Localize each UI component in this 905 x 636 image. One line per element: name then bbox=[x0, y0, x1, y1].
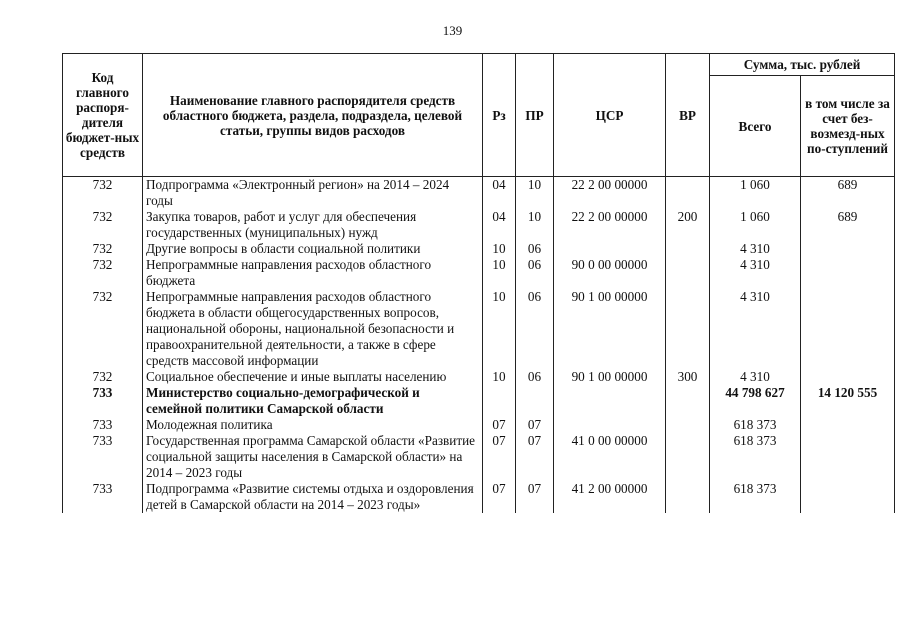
cell-vr bbox=[666, 481, 710, 513]
cell-vr bbox=[666, 289, 710, 369]
cell-csr bbox=[554, 385, 666, 417]
cell-name: Непрограммные направления расходов областного бюджета bbox=[143, 257, 483, 289]
cell-rz: 10 bbox=[483, 257, 516, 289]
cell-pr: 10 bbox=[516, 209, 554, 241]
cell-name: Подпрограмма «Развитие системы отдыха и оздоровления детей в Самарской области на 2014 – 2023 годы» bbox=[143, 481, 483, 513]
cell-code: 733 bbox=[63, 481, 143, 513]
header-total: Всего bbox=[710, 76, 801, 177]
table-row bbox=[63, 177, 895, 210]
cell-rz: 10 bbox=[483, 241, 516, 257]
cell-incl: 689 bbox=[801, 177, 895, 210]
cell-total: 618 373 bbox=[710, 417, 801, 433]
budget-table bbox=[62, 53, 895, 513]
cell-pr: 07 bbox=[516, 433, 554, 481]
cell-name: Социальное обеспечение и иные выплаты населению bbox=[143, 369, 483, 385]
cell-rz: 04 bbox=[483, 209, 516, 241]
cell-csr bbox=[554, 241, 666, 257]
cell-pr bbox=[516, 385, 554, 417]
cell-total: 4 310 bbox=[710, 257, 801, 289]
cell-incl bbox=[801, 257, 895, 289]
cell-incl bbox=[801, 417, 895, 433]
header-incl: в том числе за счет без-возмезд-ных по-ступлений bbox=[801, 76, 895, 177]
cell-incl bbox=[801, 369, 895, 385]
cell-pr: 06 bbox=[516, 289, 554, 369]
cell-csr: 22 2 00 00000 bbox=[554, 209, 666, 241]
header-name: Наименование главного распорядителя средств областного бюджета, раздела, подраздела, целевой статьи, группы видов расходов bbox=[143, 54, 483, 177]
table-row bbox=[63, 241, 895, 257]
table-row bbox=[63, 209, 895, 241]
cell-csr: 41 0 00 00000 bbox=[554, 433, 666, 481]
table-row bbox=[63, 289, 895, 369]
cell-csr bbox=[554, 417, 666, 433]
cell-name: Подпрограмма «Электронный регион» на 2014 – 2024 годы bbox=[143, 177, 483, 210]
table-row bbox=[63, 433, 895, 481]
cell-vr: 300 bbox=[666, 369, 710, 385]
cell-name: Государственная программа Самарской области «Развитие социальной защиты населения в Самарской области» на 2014 – 2023 годы bbox=[143, 433, 483, 481]
cell-rz: 07 bbox=[483, 433, 516, 481]
cell-name: Молодежная политика bbox=[143, 417, 483, 433]
cell-incl: 689 bbox=[801, 209, 895, 241]
cell-vr bbox=[666, 177, 710, 210]
cell-code: 733 bbox=[63, 417, 143, 433]
table-row bbox=[63, 369, 895, 385]
cell-total: 618 373 bbox=[710, 433, 801, 481]
header-code: Код главного распоря-дителя бюджет-ных средств bbox=[63, 54, 143, 177]
cell-code: 732 bbox=[63, 369, 143, 385]
cell-total: 44 798 627 bbox=[710, 385, 801, 417]
cell-rz: 10 bbox=[483, 289, 516, 369]
cell-rz: 07 bbox=[483, 417, 516, 433]
cell-name: Непрограммные направления расходов областного бюджета в области общегосударственных вопросов, национальной обороны, национальной безопасности и правоохранительной деятельности, а также в сфере средств массовой информации bbox=[143, 289, 483, 369]
header-vr: ВР bbox=[666, 54, 710, 177]
header-sum-group: Сумма, тыс. рублей bbox=[710, 54, 895, 76]
cell-incl: 14 120 555 bbox=[801, 385, 895, 417]
cell-csr: 22 2 00 00000 bbox=[554, 177, 666, 210]
cell-incl bbox=[801, 241, 895, 257]
cell-total: 4 310 bbox=[710, 241, 801, 257]
cell-code: 732 bbox=[63, 177, 143, 210]
cell-incl bbox=[801, 289, 895, 369]
cell-code: 733 bbox=[63, 385, 143, 417]
cell-name: Другие вопросы в области социальной политики bbox=[143, 241, 483, 257]
cell-vr bbox=[666, 257, 710, 289]
header-csr: ЦСР bbox=[554, 54, 666, 177]
cell-total: 618 373 bbox=[710, 481, 801, 513]
cell-pr: 06 bbox=[516, 369, 554, 385]
cell-rz: 10 bbox=[483, 369, 516, 385]
cell-pr: 10 bbox=[516, 177, 554, 210]
cell-rz: 07 bbox=[483, 481, 516, 513]
cell-pr: 06 bbox=[516, 241, 554, 257]
cell-total: 4 310 bbox=[710, 289, 801, 369]
cell-code: 732 bbox=[63, 289, 143, 369]
table-row bbox=[63, 257, 895, 289]
table-row bbox=[63, 385, 895, 417]
header-pr: ПР bbox=[516, 54, 554, 177]
cell-rz bbox=[483, 385, 516, 417]
cell-name: Закупка товаров, работ и услуг для обеспечения государственных (муниципальных) нужд bbox=[143, 209, 483, 241]
page-number: 139 bbox=[442, 23, 463, 38]
cell-total: 1 060 bbox=[710, 209, 801, 241]
cell-csr: 90 0 00 00000 bbox=[554, 257, 666, 289]
cell-name: Министерство социально-демографической и семейной политики Самарской области bbox=[143, 385, 483, 417]
cell-csr: 90 1 00 00000 bbox=[554, 289, 666, 369]
cell-pr: 07 bbox=[516, 417, 554, 433]
cell-incl bbox=[801, 481, 895, 513]
cell-code: 732 bbox=[63, 257, 143, 289]
cell-vr bbox=[666, 241, 710, 257]
cell-vr bbox=[666, 417, 710, 433]
cell-pr: 06 bbox=[516, 257, 554, 289]
cell-total: 1 060 bbox=[710, 177, 801, 210]
cell-code: 732 bbox=[63, 209, 143, 241]
cell-code: 732 bbox=[63, 241, 143, 257]
cell-csr: 41 2 00 00000 bbox=[554, 481, 666, 513]
table-row bbox=[63, 481, 895, 513]
cell-vr: 200 bbox=[666, 209, 710, 241]
cell-csr: 90 1 00 00000 bbox=[554, 369, 666, 385]
cell-total: 4 310 bbox=[710, 369, 801, 385]
cell-vr bbox=[666, 433, 710, 481]
cell-pr: 07 bbox=[516, 481, 554, 513]
cell-vr bbox=[666, 385, 710, 417]
cell-code: 733 bbox=[63, 433, 143, 481]
cell-incl bbox=[801, 433, 895, 481]
table-row bbox=[63, 417, 895, 433]
cell-rz: 04 bbox=[483, 177, 516, 210]
header-rz: Рз bbox=[483, 54, 516, 177]
